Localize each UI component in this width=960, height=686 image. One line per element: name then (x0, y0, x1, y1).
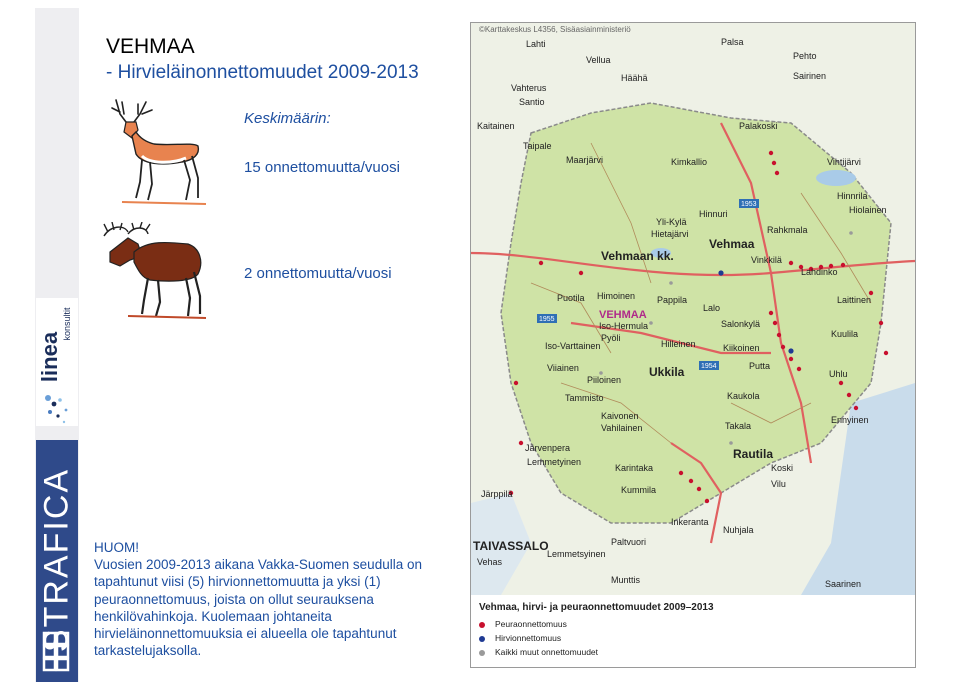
grey-dot-icon (479, 650, 485, 656)
svg-text:1955: 1955 (539, 316, 555, 323)
map-place-label: Kuulila (831, 329, 859, 339)
map-place-label: Vehas (477, 557, 503, 567)
map-place-label: Lahti (526, 39, 546, 49)
map-place-label: Saarinen (825, 579, 862, 589)
map-place-label: Vinkkilä (751, 255, 782, 265)
legend-item-moose (479, 633, 561, 643)
map-place-label: Hilleinen (661, 339, 696, 349)
map-place-label: VEHMAA (599, 309, 647, 321)
map-place-label: Järvenpera (525, 443, 571, 453)
map-place-label: Viiainen (547, 363, 579, 373)
map-place-label: Salonkylä (721, 319, 761, 329)
svg-text:1953: 1953 (741, 201, 757, 208)
legend-label: Hirvionnettomuus (495, 633, 562, 643)
map-place-label: Pyöli (601, 333, 621, 343)
map-place-label: Yli-Kylä (656, 217, 687, 227)
map-place-label: Palakoski (739, 121, 778, 131)
blue-dot-icon (479, 636, 485, 642)
map-place-label: Kaitainen (477, 121, 515, 131)
map-place-label: Koski (771, 463, 794, 473)
map-place-label: Velluа (586, 55, 611, 65)
map-place-label: Munttis (611, 575, 641, 585)
map-place-label: Kimkallio (671, 157, 708, 167)
note-heading: HUOM! (94, 540, 139, 555)
linea-wordmark: linea (37, 331, 62, 383)
moose-icon (98, 222, 208, 320)
map-place-label: Sairinen (793, 71, 827, 81)
map-place-label: Vehmaan kk. (601, 249, 674, 263)
legend-title: Vehmaa, hirvi- ja peuraonnettomuudet 2009–2013 (479, 602, 714, 613)
map-place-label: Kaukola (727, 391, 760, 401)
map-place-label: Putta (749, 361, 771, 371)
map-place-label: Vihtijärvi (827, 157, 861, 167)
map-place-label: Pehto (793, 51, 817, 61)
legend-item-deer (479, 619, 567, 629)
konsultit-wordmark: konsultit (62, 307, 72, 341)
map-place-label: Hinnrila (837, 191, 868, 201)
strafica-wordmark: STRAFICA (37, 467, 76, 653)
map-place-label: Vahterus (511, 83, 547, 93)
map-place-label: Takala (725, 421, 752, 431)
deer-accident-rate: 15 onnettomuutta/vuosi (244, 159, 400, 176)
map-place-label: Kiikoinen (723, 343, 760, 353)
map-place-label: Rahkmala (767, 225, 808, 235)
map-place-label: Inkeranta (671, 517, 709, 527)
map-place-label: Tammisto (565, 393, 604, 403)
red-dot-icon (479, 622, 485, 628)
page-title: VEHMAA (106, 35, 195, 58)
map-place-label: Taipale (523, 141, 552, 151)
map-place-label: Hiolainen (849, 205, 887, 215)
map-canvas (471, 23, 915, 595)
map-place-label: Vehmaa (709, 237, 755, 251)
map-place-label: Iso-Varttainen (545, 341, 601, 351)
map-copyright: ©Karttakeskus L4356, Sisäasiainministeriö (479, 25, 631, 34)
legend-item-other (479, 647, 598, 657)
map-place-label: Kummila (621, 485, 657, 495)
map-place-label: Häähä (621, 73, 648, 83)
map-place-label: Iso-Hermula (599, 321, 649, 331)
map-place-label: Hinnuri (699, 209, 728, 219)
map-place-label: Uhlu (829, 369, 848, 379)
accident-map (470, 22, 916, 668)
map-place-label: Puotila (557, 293, 585, 303)
note-text: Vuosien 2009-2013 aikana Vakka-Suomen seudulla on tapahtunut viisi (5) hirvionnettomuutta ja yksi (1) peuraonnettomuus, joista on ollut seurauksena henkilövahinkoja. Kuolemaan johtaneita hirvieläinonnettomuuksia ei alueella ole tapahtunut tarkastelujaksolla. (94, 557, 422, 659)
map-place-label: Rautila (733, 447, 774, 461)
map-legend (471, 595, 915, 667)
map-place-label: Vahilainen (601, 423, 643, 433)
linea-dots-icon (40, 392, 76, 426)
map-place-label: Piiloinen (587, 375, 622, 385)
map-place-label: Lalo (703, 303, 721, 313)
map-place-label: Lahdinko (801, 267, 838, 277)
map-place-label: Paltvuori (611, 537, 647, 547)
legend-label: Peuraonnettomuus (495, 619, 567, 629)
map-place-label: Maarjärvi (566, 155, 604, 165)
map-place-label: Himoinen (597, 291, 636, 301)
map-place-label: Pappila (657, 295, 688, 305)
map-place-label: Palsa (721, 37, 744, 47)
map-place-label: Karintaka (615, 463, 654, 473)
map-place-label: Ennyinen (831, 415, 869, 425)
strafica-knot-icon (39, 628, 73, 676)
map-place-label: Kaivonen (601, 411, 639, 421)
map-place-label: Hietajärvi (651, 229, 689, 239)
map-place-label: Nuhjala (723, 525, 754, 535)
map-place-label: Järppilä (481, 489, 513, 499)
average-label: Keskimäärin: (244, 110, 331, 127)
map-place-label: Lemmetyinen (527, 457, 582, 467)
note-box (94, 539, 466, 659)
page-subtitle: - Hirvieläinonnettomuudet 2009-2013 (106, 62, 419, 83)
legend-label: Kaikki muut onnettomuudet (495, 647, 599, 657)
deer-icon (102, 98, 210, 208)
map-place-label: TAIVASSALO (473, 539, 549, 553)
map-place-label: Laittinen (837, 295, 872, 305)
map-place-label: Vilu (771, 479, 786, 489)
map-place-label: Lemmetsyinen (547, 549, 606, 559)
moose-accident-rate: 2 onnettomuutta/vuosi (244, 265, 392, 282)
map-place-label: Ukkila (649, 365, 685, 379)
map-place-label: Santio (519, 97, 545, 107)
svg-text:1954: 1954 (701, 363, 717, 370)
